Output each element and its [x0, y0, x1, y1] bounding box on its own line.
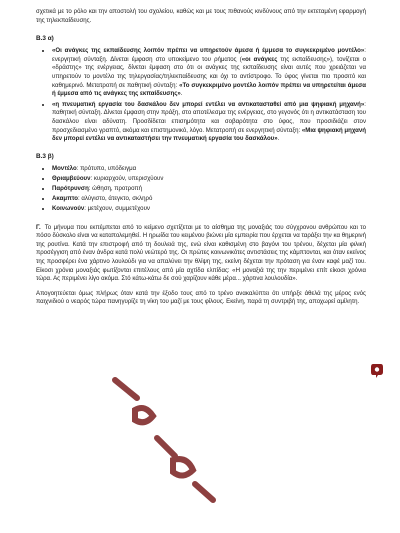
section-c-label: Γ. [36, 223, 41, 231]
intro-paragraph: σχετικά με το ρόλο και την αποστολή του σχολείου, καθώς και με τους πιθανούς κινδύνους από την εκτεταμένη εφαρμογή της τηλεκπαίδευσης. [36, 8, 366, 24]
vocab-term: Μοντέλο [52, 164, 77, 172]
vocab-term: Ακαμπτο [52, 195, 79, 202]
corner-logo-icon [370, 363, 384, 379]
body-text: . [180, 90, 183, 98]
list-item [52, 47, 366, 99]
vocab-definition: : μετέχουν, συμμετέχουν [84, 205, 150, 213]
quote-text: «Οι ανάγκες της εκπαίδευσης λοιπόν πρέπει να υπηρετούν άμεσα ή έμμεσα το συγκεκριμένο μοντέλο» [52, 47, 365, 55]
section-b3a-list [36, 47, 366, 144]
vocab-definition: : κυριαρχούν, υπερισχύουν [90, 174, 164, 182]
vocab-definition: : πρότυπο, υπόδειγμα [76, 164, 137, 172]
vocab-definition: : αλύγιστο, άτεγκτο, σκληρό [78, 195, 153, 202]
vocab-item [52, 195, 366, 204]
conversion-text: «Το συγκεκριμένο μοντέλο λοιπόν πρέπει να υπηρετείται άμεσα ή έμμεσα από τις ανάγκες της εκπαίδευσης» [52, 81, 366, 98]
vocab-term: Κοινωνούν [52, 205, 85, 213]
vocab-term: Παρότρυνση [52, 184, 89, 192]
section-b3b-heading: Β.3 β) [36, 152, 54, 160]
body-text: της εκπαίδευσης»), τονίζεται ο «δράστης» της ενέργειας, δίνεται έμφαση στο ότι οι ανάγκες της εκπαίδευσης είναι αυτές που χρειάζεται να υπηρετούν το μοντέλο της τηλεργασίας/τηλεκπαίδευσης και όχι το αντίστροφο. Το ύφος γίνεται πιο προσιτό και καθημερινό. Μετατροπή σε παθητική σύνταξη: [52, 55, 366, 89]
body-text: : ενεργητική σύνταξη. Δίνεται έμφαση στο υποκείμενο του ρήματος ( [52, 47, 366, 63]
conversion-text: «Μια ψηφιακή μηχανή δεν μπορεί εντέλει να αντικαταστήσει την πνευματική εργασία του δασκάλου» [52, 126, 366, 143]
section-b3a-heading: Β.3 α) [36, 35, 54, 43]
vocab-item [52, 205, 366, 214]
vocabulary-list [36, 165, 366, 214]
vocab-item [52, 165, 366, 174]
closing-paragraph: Απογοητεύεται όμως πλήρως όταν κατά την έξοδο τους από το τρένο ανακαλύπτει ότι υπήρξε άθελά της μέρος ενός παιχνιδιού ο νεαρός τώρα πανηγυρίζε τη νίκη του μαζί με τους φίλους. Εκείνη, παρά τη συντριβή της, αποχωρεί αμίλητη. [36, 289, 366, 306]
list-item [52, 101, 366, 144]
vocab-item [52, 175, 366, 184]
document-page [36, 8, 366, 307]
quote-text: «η πνευματική εργασία του δασκάλου δεν μπορεί εντέλει να αντικατασταθεί από μια ψηφιακή μηχανή» [52, 100, 365, 108]
body-text: : παθητική σύνταξη. Δίνεται έμφαση στην πράξη, στο αποτέλεσμα της ενέργειας, στο γεγονός ότι η αντικατάσταση του δασκάλου είναι αδύνατη. Προσδίδεται επισημότητα και σοβαρότητα στο ύφος, που προσιδιάζει στον προσχεδιασμένο γραπτό, ακόμα και επιστημονικό, λόγο. Μετατροπή σε ενεργητική σύνταξη: [52, 100, 366, 134]
body-text: . [277, 135, 280, 143]
vocab-term: Θριαμβεύουν [52, 174, 91, 182]
emphasis-text: «οι ανάγκες [241, 55, 278, 63]
vocab-definition: : ώθηση, προτροπή [88, 184, 142, 192]
section-c-text: Το μήνυμα που εκπέμπεται από το κείμενο σχετίζεται με το αίσθημα της μοναξιάς του σύγχρονου ανθρώπου και το πόσο δύσκολο είναι να καταπολεμηθεί. Η ηρωίδα του κειμένου βιώνει μία εμπειρία που έρχεται να ταράξει την κα θημερινή της ρουτίνα. Κατά την επιστροφή από τη δουλειά της, ενώ είναι καθισμένη στο βαγόνι του τρένου, δέχεται μία φιλική προσέγγιση από έναν άνδρα κατά πολύ νεώτερό της. Οι πρώτες κοινωνικότες αντιστάσεις της κάμπτονται, και όταν εκείνος της προσφέρει ένα χάρτινο λουλούδι για να απαλύνει την θλίψη της, εκείνη δέχεται την πρόταση για έναν καφέ μαζί του. Είκοσι χρόνια μοναξιάς φωτίζονται επιτέλους από μία αχτίδα ελπίδας: «Η μοναξιά της την περιμένει επίτ είκοσι χρόνια τώρα. Ας περιμένει λίγο ακόμα. Στό κάτω-κάτω δε σού χαρίζουν κάθε μέρα... χάρτινα λουλουδία». [36, 223, 366, 283]
diagonal-watermark [95, 360, 235, 510]
section-c-paragraph [36, 224, 366, 284]
vocab-item [52, 185, 366, 194]
